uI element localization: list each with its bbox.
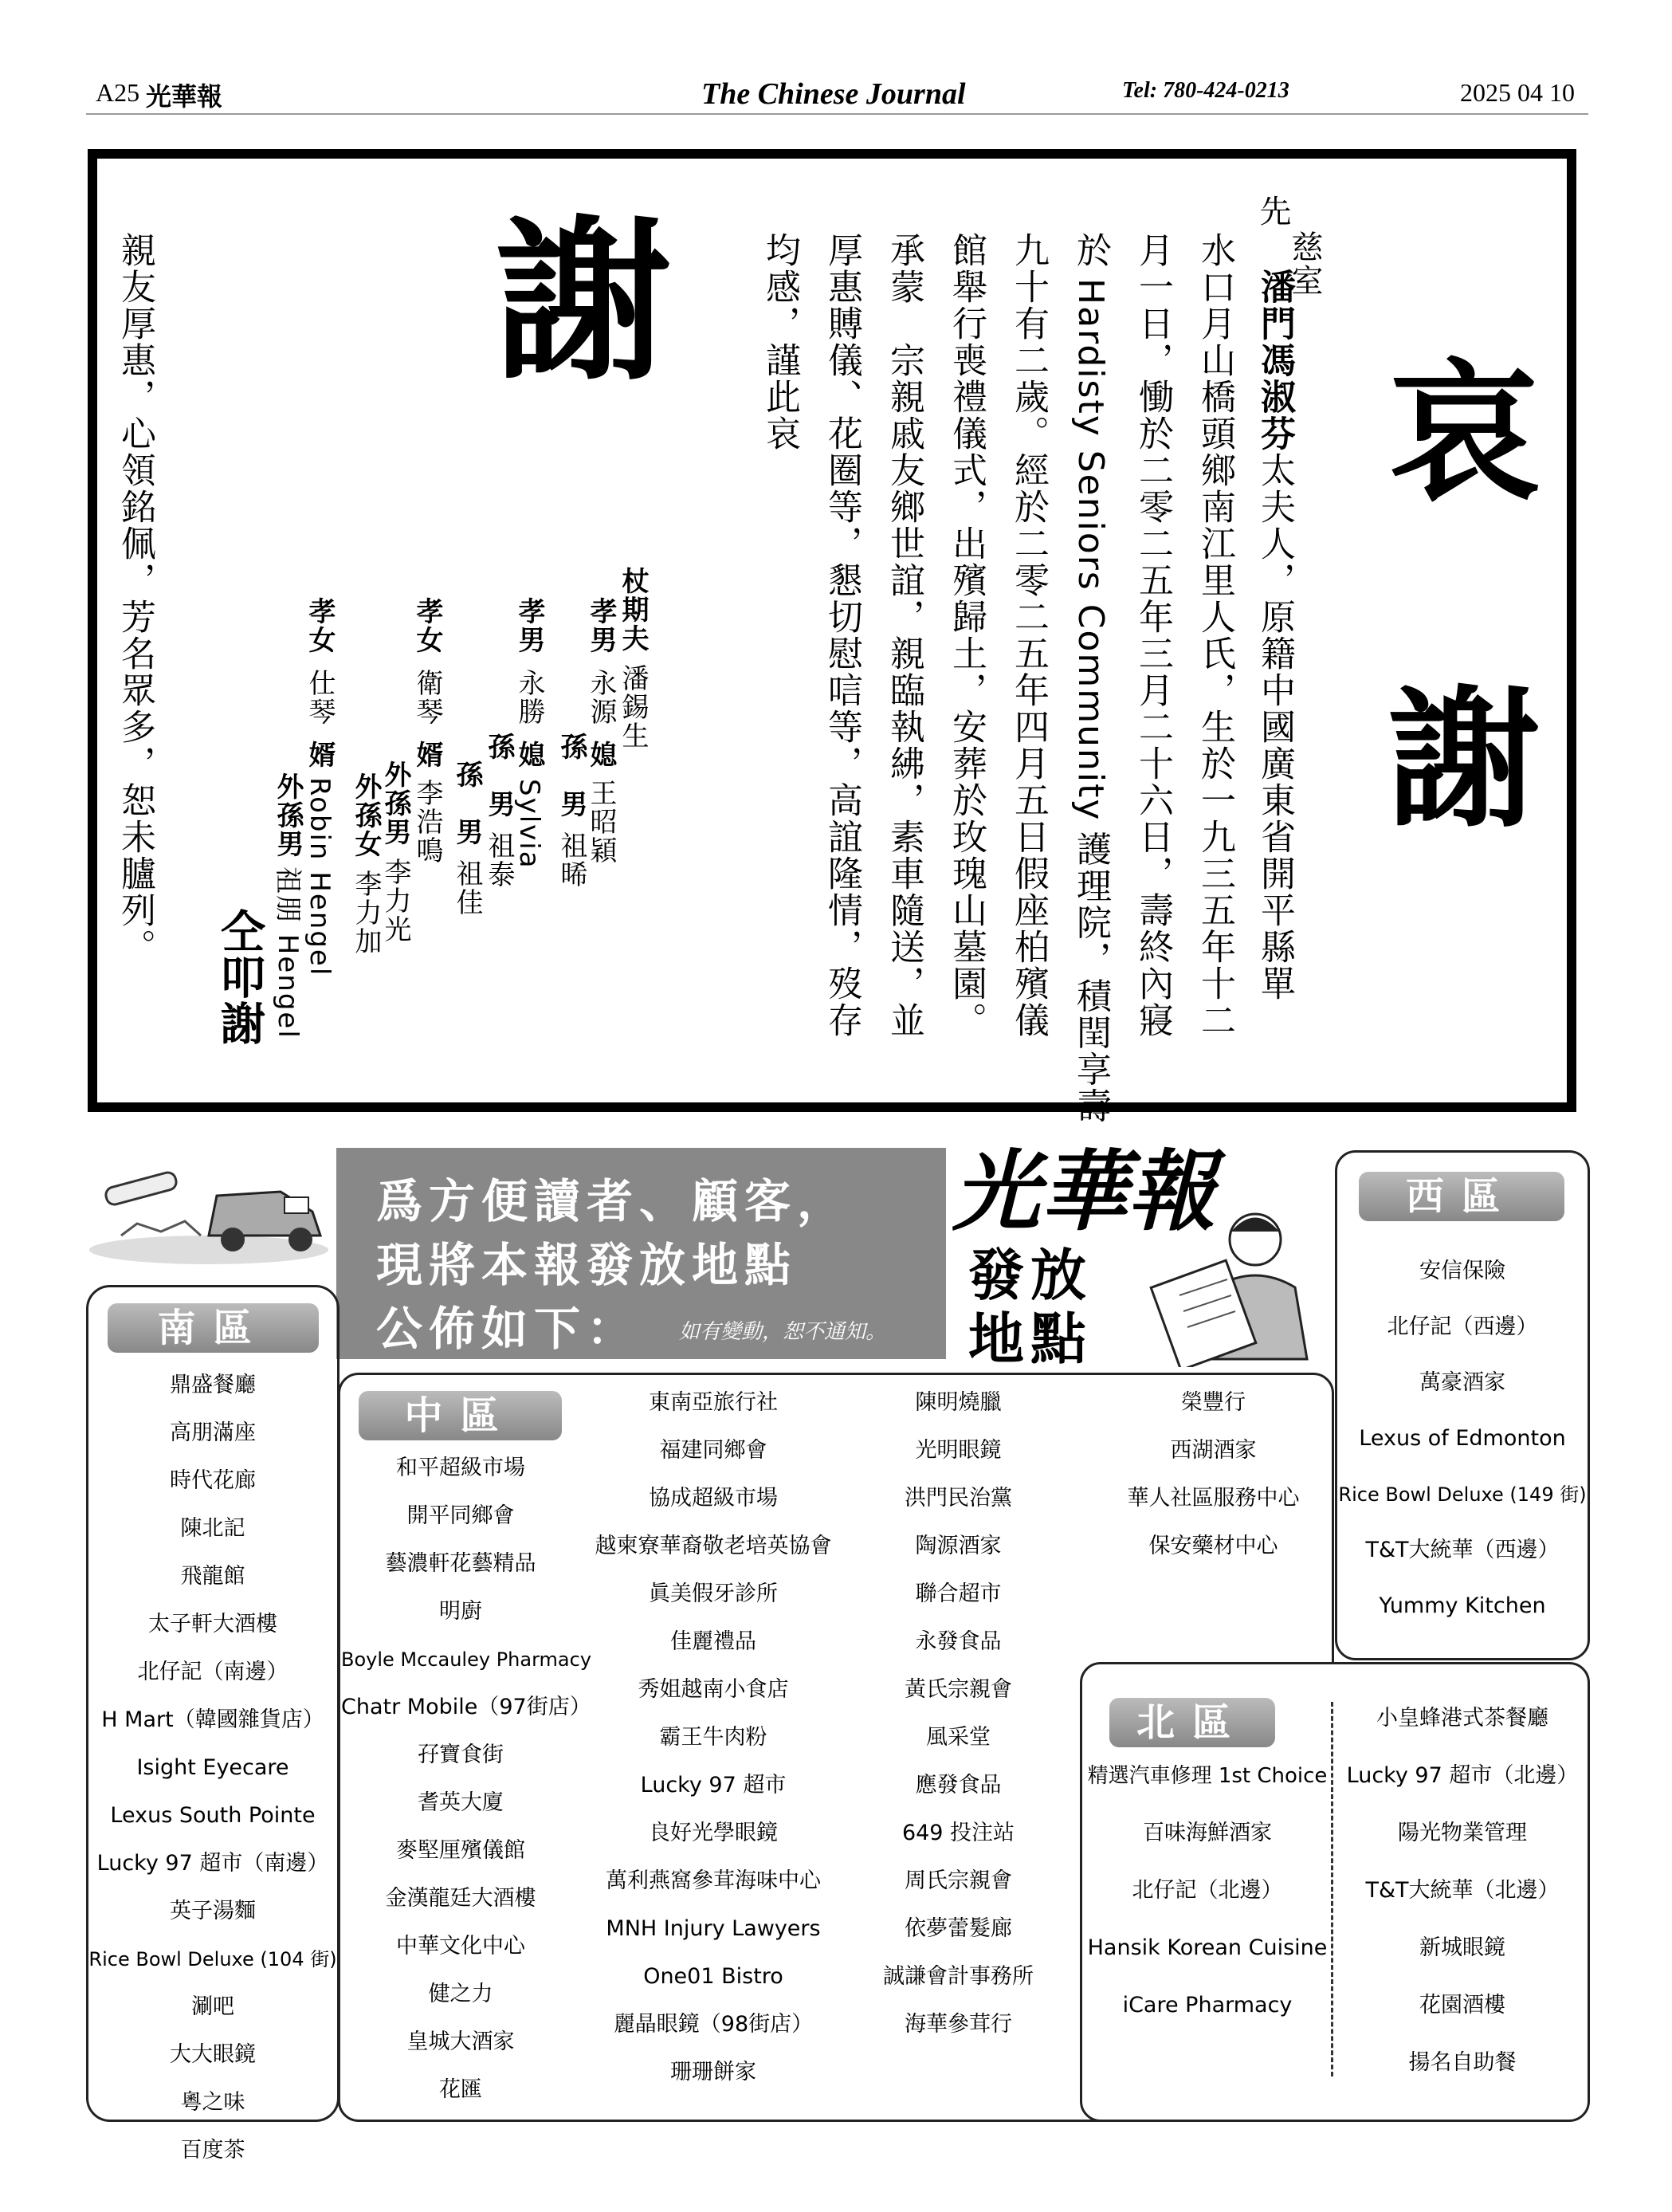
west-zone-label: 西區 (1359, 1172, 1564, 1221)
logo-sub-2: 地點 (968, 1306, 1093, 1372)
central-zone-label: 中區 (359, 1391, 562, 1440)
list-item: 鼎盛餐廳 (170, 1373, 256, 1397)
list-item: 北仔記（西邊） (1387, 1314, 1538, 1339)
north-zone-col-2 (1335, 1690, 1590, 2092)
notice-col-6: 九十有二歲。經於二零二五年四月五日假座柏殯儀 (1008, 232, 1049, 1039)
list-item: 孖寶食街 (418, 1742, 504, 1767)
list-item: 藝濃軒花藝精品 (385, 1551, 536, 1576)
logo-sub-1: 發放 (968, 1243, 1093, 1308)
banner-note: 如有變動，恕不通知。 (679, 1320, 887, 1344)
notice-col-9: 厚惠賻儀、花圈等，懇切慰唁等，高誼隆情，歿存 (822, 232, 862, 1039)
logo-title: 光華報 (952, 1140, 1215, 1243)
list-item: 聯合超市 (915, 1581, 1002, 1606)
notice-col-7: 館舉行喪禮儀式，出殯歸土，安葬於玫瑰山墓園。 (946, 232, 987, 1039)
list-item: 飛龍館 (180, 1564, 245, 1589)
list-item: 依夢蕾髮廊 (905, 1916, 1012, 1941)
list-item: Lexus of Edmonton (1359, 1426, 1566, 1451)
list-item: MNH Injury Lawyers (606, 1916, 821, 1941)
list-item: 海華參茸行 (905, 2012, 1012, 2037)
list-item: 光明眼鏡 (915, 1438, 1002, 1463)
list-item: 陳明燒臘 (915, 1390, 1002, 1415)
list-item: 永發食品 (915, 1629, 1002, 1654)
banner-line-3: 公佈如下： (376, 1302, 640, 1356)
list-item: 安信保險 (1419, 1259, 1505, 1283)
north-zone-label: 北區 (1109, 1698, 1275, 1747)
list-item: 華人社區服務中心 (1127, 1486, 1300, 1511)
list-item: 花園酒樓 (1419, 1993, 1505, 2018)
list-item: 揚名自助餐 (1408, 2050, 1517, 2075)
family-grandson-1: 孫 男祖晞 (555, 733, 587, 889)
banner-line-2: 現將本報發放地點 (376, 1238, 798, 1292)
notice-col-3: 水口月山橋頭鄉南江里人氏，生於一九三五年十二 (1195, 232, 1235, 1039)
list-item: Rice Bowl Deluxe (104 街) (88, 1948, 337, 1970)
distribution-banner (336, 1148, 946, 1359)
heading-ai: 哀 (1388, 345, 1541, 521)
list-item: 榮豐行 (1181, 1390, 1246, 1415)
list-item: 佳麗禮品 (670, 1629, 756, 1654)
list-item: One01 Bistro (643, 1964, 783, 1989)
list-item: 新城眼鏡 (1419, 1935, 1505, 1960)
list-item: 高朋滿座 (170, 1420, 256, 1445)
list-item: H Mart（韓國雜貨店） (101, 1707, 324, 1732)
list-item: 開平同鄉會 (406, 1503, 515, 1528)
notice-col-1: 先 (1254, 194, 1291, 228)
list-item: 協成超級市場 (649, 1486, 778, 1511)
central-zone-col-2 (582, 1379, 845, 2096)
list-item: 百度茶 (180, 2138, 245, 2163)
list-item: 良好光學眼鏡 (649, 1821, 778, 1845)
newspaper-reader-illustration (1148, 1200, 1323, 1367)
list-item: Lucky 97 超市（南邊） (96, 1851, 329, 1876)
family-grandson-5: 外孫男祖朋 Hengel (272, 772, 304, 1039)
list-item: 陽光物業管理 (1398, 1821, 1527, 1845)
notice-col-4: 月一日，慟於二零二五年三月二十六日，壽終內寢 (1132, 232, 1173, 1039)
family-daughter-2: 孝女仕琴婿Robin Hengel (304, 597, 336, 977)
list-item: 黃氏宗親會 (905, 1677, 1012, 1702)
list-item: 東南亞旅行社 (649, 1390, 778, 1415)
list-item: 風采堂 (926, 1725, 991, 1750)
list-item: 萬豪酒家 (1419, 1370, 1505, 1395)
family-husband: 杖期夫潘錫生 (617, 567, 649, 750)
list-item: 霸王牛肉粉 (659, 1725, 767, 1750)
paper-name-en: The Chinese Journal (701, 77, 966, 111)
list-item: 時代花廊 (170, 1468, 256, 1493)
list-item: 中華文化中心 (396, 1934, 525, 1959)
header-rule (86, 113, 1588, 115)
list-item: 福建同鄉會 (659, 1438, 767, 1463)
issue-date: 2025 04 10 (1460, 78, 1575, 107)
family-grandson-2: 孫 男祖泰 (483, 733, 515, 889)
list-item: 和平超級市場 (396, 1456, 525, 1480)
notice-col-10: 均感，謹此哀 (759, 232, 800, 452)
list-item: Chatr Mobile（97街店） (341, 1695, 591, 1719)
list-item: Isight Eyecare (136, 1755, 289, 1780)
list-item: 北仔記（北邊） (1132, 1878, 1283, 1903)
central-zone-col-4 (1096, 1379, 1331, 1570)
list-item: 洪門民治黨 (905, 1486, 1012, 1511)
list-item: 珊珊餅家 (670, 2060, 756, 2084)
notice-col-8: 承蒙 宗親戚友鄉世誼，親臨執紼，素車隨送，並 (884, 232, 924, 1039)
notice-col-5: 於Hardisty Seniors Community護理院，積閏享壽 (1070, 232, 1111, 1125)
south-zone-label: 南區 (108, 1303, 319, 1353)
list-item: 陶源酒家 (915, 1534, 1002, 1558)
list-item: 明廚 (439, 1599, 482, 1624)
list-item: T&T大統華（北邊） (1365, 1878, 1560, 1903)
list-item: 英子湯麵 (170, 1899, 256, 1923)
list-item: 649 投注站 (901, 1821, 1015, 1845)
list-item: 小皇蜂港式茶餐廳 (1376, 1706, 1548, 1731)
notice-left-col: 親友厚惠，心領銘佩，芳名眾多，恕未臚列。 (115, 232, 155, 965)
list-item: Lucky 97 超市 (640, 1773, 787, 1797)
banner-line-1: 爲方便讀者、顧客， (376, 1174, 850, 1228)
page-number: A25 (96, 78, 140, 107)
list-item: 麗晶眼鏡（98街店） (613, 2012, 814, 2037)
list-item: Boyle Mccauley Pharmacy (341, 1648, 592, 1671)
south-zone-list (86, 1361, 340, 2175)
list-item: Lucky 97 超市（北邊） (1346, 1763, 1579, 1788)
family-grandson-3: 孫 男祖佳 (451, 760, 483, 917)
sign-off: 仝叩謝 (214, 908, 265, 1047)
list-item: 越柬寮華裔敬老培英協會 (595, 1534, 832, 1558)
list-item: 大大眼鏡 (170, 2042, 256, 2067)
list-item: 健之力 (428, 1982, 493, 2006)
list-item: 誠謙會計事務所 (883, 1964, 1034, 1989)
north-zone-col-1 (1084, 1747, 1331, 2034)
list-item: 精選汽車修理 1st Choice (1087, 1764, 1328, 1788)
list-item: 太子軒大酒樓 (148, 1612, 277, 1636)
list-item: 百味海鮮酒家 (1143, 1821, 1272, 1845)
family-son-1: 孝男永源媳王昭穎 (585, 597, 617, 865)
list-item: 秀姐越南小食店 (638, 1677, 789, 1702)
family-granddaughter-1: 外孫女李力加 (350, 772, 382, 956)
list-item: 保安藥材中心 (1148, 1534, 1278, 1558)
list-item: 耆英大廈 (418, 1790, 504, 1815)
list-item: iCare Pharmacy (1122, 1993, 1293, 2018)
notice-col-1b: 慈室 (1286, 230, 1323, 297)
list-item: 皇城大酒家 (406, 2029, 515, 2054)
list-item: 萬利燕窩參茸海味中心 (606, 1868, 821, 1893)
list-item: Rice Bowl Deluxe (149 街) (1338, 1483, 1587, 1506)
family-son-2: 孝男永勝媳Sylvia (513, 597, 545, 870)
list-item: T&T大統華（西邊） (1365, 1538, 1560, 1562)
list-item: 周氏宗親會 (905, 1868, 1012, 1893)
list-item: 金漢龍廷大酒樓 (385, 1886, 536, 1911)
obituary-notice (88, 149, 1576, 1125)
list-item: 眞美假牙診所 (649, 1581, 778, 1606)
family-grandson-4: 外孫男李力光 (379, 760, 411, 944)
list-item: Yummy Kitchen (1379, 1593, 1546, 1618)
big-thanks: 謝 (496, 200, 672, 404)
north-zone-divider (1331, 1702, 1333, 2076)
list-item: 西湖酒家 (1170, 1438, 1257, 1463)
notice-col-2: 潘門馮淑芬太夫人，原籍中國廣東省開平縣單 (1254, 269, 1295, 1002)
heading-xie: 謝 (1388, 672, 1541, 848)
list-item: 花匯 (439, 2077, 482, 2102)
list-item: 粵之味 (180, 2090, 245, 2115)
west-zone-list (1335, 1244, 1590, 1634)
family-daughter-1: 孝女衛琴婿李浩鳴 (411, 597, 443, 865)
paper-name-cn: 光華報 (146, 81, 223, 112)
central-zone-col-1 (341, 1444, 592, 2114)
telephone: Tel: 780-424-0213 (1122, 78, 1289, 103)
list-item: 北仔記（南邊） (137, 1660, 288, 1684)
list-item: 應發食品 (915, 1773, 1002, 1797)
list-item: Lexus South Pointe (110, 1803, 316, 1828)
list-item: 涮吧 (191, 1994, 234, 2019)
list-item: 陳北記 (180, 1516, 245, 1541)
list-item: Hansik Korean Cuisine (1087, 1935, 1328, 1960)
list-item: 麥堅厘殯儀館 (396, 1838, 525, 1863)
delivery-truck-illustration (89, 1148, 332, 1267)
central-zone-col-3 (853, 1379, 1064, 2049)
